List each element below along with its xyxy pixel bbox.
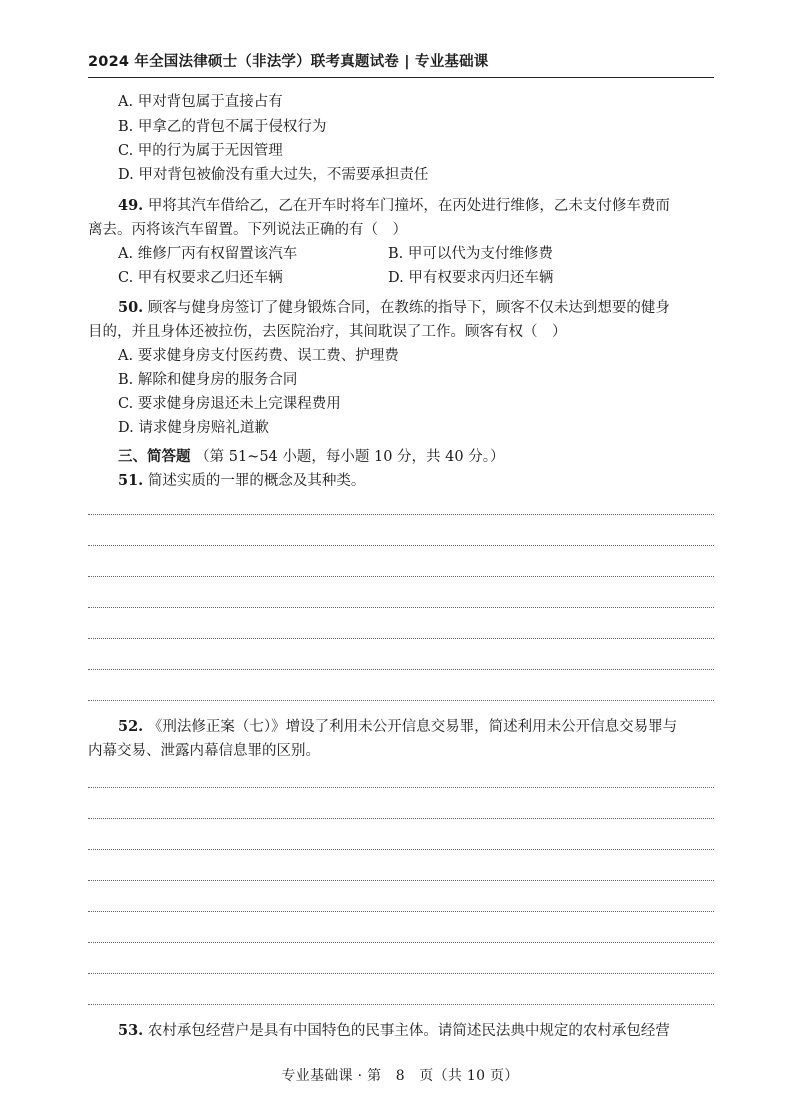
q50-option-b: B. 解除和健身房的服务合同 <box>118 372 298 388</box>
answer-line <box>88 607 714 608</box>
answer-line <box>88 700 714 701</box>
answer-line <box>88 514 714 515</box>
q50-stem-line1 <box>118 298 670 318</box>
q48-option-d: D. 甲对背包被偷没有重大过失，不需要承担责任 <box>118 167 429 183</box>
section-heading <box>118 447 504 467</box>
q48-option-a: A. 甲对背包属于直接占有 <box>118 94 283 110</box>
q49-option-d: D. 甲有权要求丙归还车辆 <box>388 270 554 286</box>
q53-stem-line1 <box>118 1021 670 1041</box>
answer-line <box>88 576 714 577</box>
q50-stem-line2: 目的，并且身体还被拉伤，去医院治疗，其间耽误了工作。顾客有权（ ） <box>88 324 567 340</box>
q48-option-b: B. 甲拿乙的背包不属于侵权行为 <box>118 119 327 135</box>
q49-option-a: A. 维修厂丙有权留置该汽车 <box>118 246 298 262</box>
q49-text: 甲将其汽车借给乙，乙在开车时将车门撞坏，在丙处进行维修，乙未支付修车费而 <box>147 198 670 214</box>
answer-line <box>88 638 714 639</box>
answer-line <box>88 880 714 881</box>
q52-stem-line2: 内幕交易、泄露内幕信息罪的区别。 <box>88 743 320 759</box>
q49-option-c: C. 甲有权要求乙归还车辆 <box>118 270 283 286</box>
q50-option-a: A. 要求健身房支付医药费、误工费、护理费 <box>118 348 399 364</box>
answer-line <box>88 911 714 912</box>
page-header: 2024 年全国法律硕士（非法学）联考真题试卷 | 专业基础课 <box>88 54 489 70</box>
q53-number: 53. <box>118 1022 144 1039</box>
q50-option-c: C. 要求健身房退还未上完课程费用 <box>118 396 341 412</box>
answer-line <box>88 1004 714 1005</box>
answer-line <box>88 545 714 546</box>
answer-line <box>88 669 714 670</box>
q50-text: 顾客与健身房签订了健身锻炼合同，在教练的指导下，顾客不仅未达到想要的健身 <box>147 300 670 316</box>
answer-line <box>88 787 714 788</box>
answer-line <box>88 973 714 974</box>
header-divider <box>88 77 714 78</box>
answer-line <box>88 942 714 943</box>
q52-text: 《刑法修正案（七）》增设了利用未公开信息交易罪，简述利用未公开信息交易罪与 <box>147 719 678 735</box>
q51-text: 简述实质的一罪的概念及其种类。 <box>147 473 366 489</box>
q52-number: 52. <box>118 718 144 735</box>
q53-text: 农村承包经营户是具有中国特色的民事主体。请简述民法典中规定的农村承包经营 <box>147 1023 670 1039</box>
q49-option-b: B. 甲可以代为支付维修费 <box>388 246 553 262</box>
answer-line <box>88 849 714 850</box>
section-note: （第 51~54 小题，每小题 10 分，共 40 分。） <box>195 449 505 465</box>
q52-stem-line1 <box>118 717 677 737</box>
q49-number: 49. <box>118 197 144 214</box>
section-title: 三、简答题 <box>118 449 191 465</box>
page-footer: 专业基础课 · 第 8 页（共 10 页） <box>281 1068 519 1084</box>
q51-number: 51. <box>118 472 144 489</box>
q49-stem-line2: 离去。丙将该汽车留置。下列说法正确的有（ ） <box>88 222 407 238</box>
answer-line <box>88 818 714 819</box>
q50-number: 50. <box>118 299 144 316</box>
q48-option-c: C. 甲的行为属于无因管理 <box>118 143 283 159</box>
q50-option-d: D. 请求健身房赔礼道歉 <box>118 420 269 436</box>
q51-stem <box>118 471 365 491</box>
q49-stem-line1 <box>118 196 670 216</box>
